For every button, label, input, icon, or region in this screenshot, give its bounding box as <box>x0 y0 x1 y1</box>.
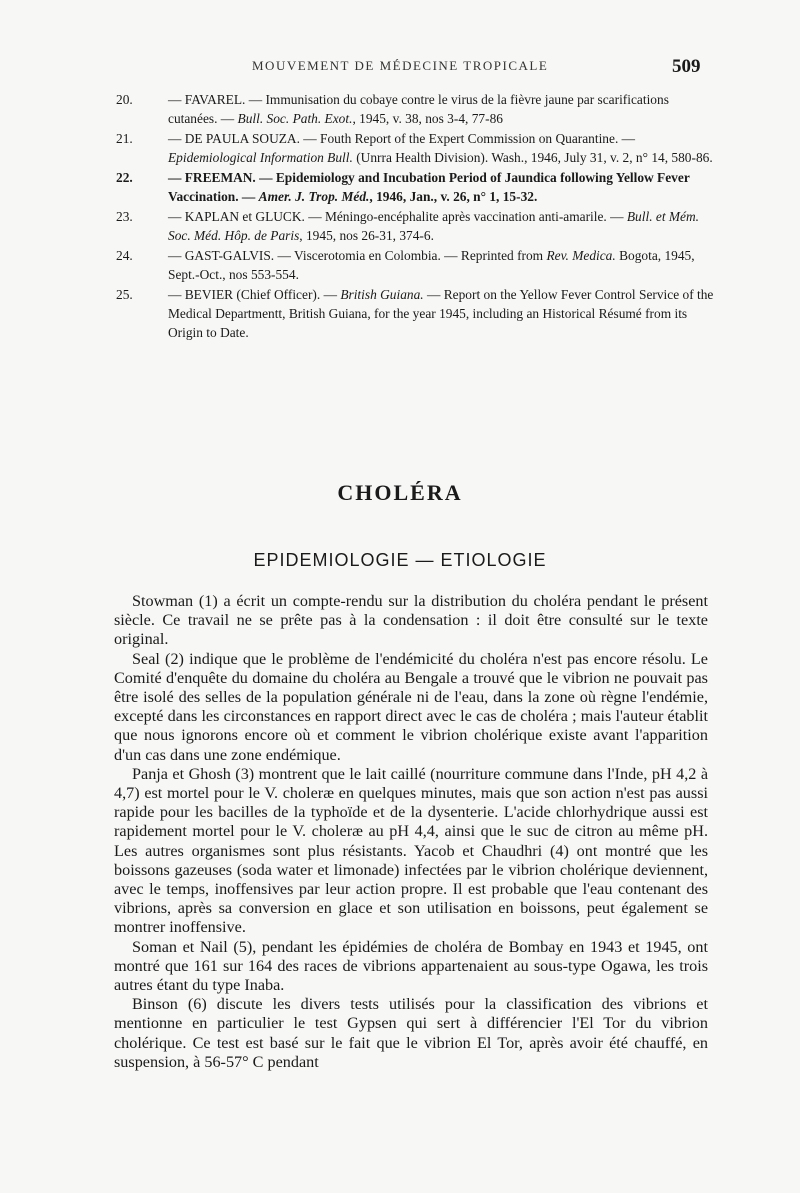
reference-number: 21. <box>116 131 133 146</box>
reference-text: — Méningo-encéphalite après vaccination anti-amarile. — <box>304 209 627 224</box>
reference-authors: — KAPLAN et GLUCK. <box>168 209 305 224</box>
reference-number: 25. <box>116 287 133 302</box>
reference-text: — Viscerotomia en Colombia. — Reprinted from <box>274 248 547 263</box>
reference-item <box>116 168 716 206</box>
reference-authors: — FREEMAN. <box>168 170 256 185</box>
reference-tail: , 1945, v. 38, nos 3-4, 77-86 <box>352 111 503 126</box>
page-header <box>0 56 800 80</box>
reference-item <box>116 207 716 245</box>
reference-item <box>116 90 716 128</box>
reference-item <box>116 246 716 284</box>
reference-journal: Bull. Soc. Path. Exot. <box>237 111 353 126</box>
reference-tail: , 1946, Jan., v. 26, n° 1, 15-32. <box>369 189 538 204</box>
paragraph: Soman et Nail (5), pendant les épidémies de choléra de Bombay en 1943 et 1945, ont montré que 161 sur 164 des races de vibrions appartenaient au sous-type Ogawa, les trois autres étant du type Inaba. <box>114 937 708 995</box>
paragraph: Stowman (1) a écrit un compte-rendu sur la distribution du choléra pendant le présent siècle. Ce travail ne se prête pas à la condensation : il doit être consulté sur le texte original. <box>114 592 708 649</box>
subsection-title: EPIDEMIOLOGIE — ETIOLOGIE <box>253 550 547 570</box>
reference-number: 22. <box>116 170 133 185</box>
reference-item <box>116 129 716 167</box>
reference-authors: — GAST-GALVIS. <box>168 248 275 263</box>
reference-tail: , 1945, nos 26-31, 374-6. <box>299 228 434 243</box>
reference-list <box>116 90 716 343</box>
paragraph: Panja et Ghosh (3) montrent que le lait caillé (nourriture commune dans l'Inde, pH 4,2 à 4,7) est mortel pour le V. choleræ en quelques minutes, mais que son action n'est pas aussi rapide pour les bacilles de la typhoïde et de la dysenterie. L'acide chlorhydrique aussi est rapidement mortel pour le V. choleræ au pH 4,4, ainsi que le suc de citron au même pH. Les autres organismes sont plus résistants. Yacob et Chaudhri (4) ont montré que les boissons gazeuses (soda water et limonade) infectées par le vibrion cholérique deviennent, avec le temps, inoffensives par leur action propre. Il est probable que l'eau contenant des vibrions, après sa conversion en glace et son utilisation en boissons, peut également se montrer inoffensive. <box>114 764 708 937</box>
reference-text: — Epidemiology and Incubation Period of Jaundica following Yellow Fever Vaccination. — <box>168 170 690 204</box>
reference-journal: Bull. et Mém. Soc. Méd. Hôp. de Paris <box>168 209 700 243</box>
reference-tail: (Unrra Health Division). Wash., 1946, July 31, v. 2, n° 14, 580-86. <box>352 150 713 165</box>
reference-text: — <box>320 287 341 302</box>
reference-number: 24. <box>116 248 133 263</box>
reference-authors: — DE PAULA SOUZA. <box>168 131 300 146</box>
reference-text: — Fouth Report of the Expert Commission on Quarantine. — <box>299 131 636 146</box>
reference-authors: — FAVAREL. <box>168 92 246 107</box>
reference-journal: Amer. J. Trop. Méd. <box>258 189 370 204</box>
reference-number: 23. <box>116 209 133 224</box>
section-title: CHOLÉRA <box>337 480 463 505</box>
reference-tail: Bogota, 1945, Sept.-Oct., nos 553-554. <box>168 248 695 282</box>
page-number: 509 <box>672 56 701 77</box>
reference-journal: British Guiana. <box>340 287 424 302</box>
reference-tail: — Report on the Yellow Fever Control Service of the Medical Departmentt, British Guiana, for the year 1945, including an Historical Résumé from its Origin to Date. <box>168 287 714 340</box>
reference-text: — Immunisation du cobaye contre le virus de la fièvre jaune par scarifications cutanées. — <box>168 92 669 126</box>
reference-item <box>116 285 716 342</box>
article-body <box>114 592 708 1072</box>
reference-authors: — BEVIER (Chief Officer). <box>168 287 321 302</box>
running-head: MOUVEMENT DE MÉDECINE TROPICALE <box>252 58 549 73</box>
reference-journal: Rev. Medica. <box>546 248 616 263</box>
reference-number: 20. <box>116 92 133 107</box>
paragraph: Seal (2) indique que le problème de l'endémicité du choléra n'est pas encore résolu. Le Comité d'enquête du domaine du choléra au Bengale a trouvé que le vibrion ne pouvait pas être isolé des selles de la population générale ni de l'eau, dans la zone où règne l'endémie, excepté dans les circonstances en rapport direct avec le cas de choléra ; mais l'auteur établit que nous ignorons encore où et comment le vibrion cholérique existe avant l'apparition d'un cas dans une zone endémique. <box>114 649 708 764</box>
paragraph: Binson (6) discute les divers tests utilisés pour la classification des vibrions et mentionne en particulier le test Gypsen qui sert à différencier l'El Tor du vibrion cholérique. Ce test est basé sur le fait que le vibrion El Tor, après avoir été chauffé, en suspension, à 56-57° C pendant <box>114 995 708 1071</box>
reference-journal: Epidemiological Information Bull. <box>168 150 353 165</box>
